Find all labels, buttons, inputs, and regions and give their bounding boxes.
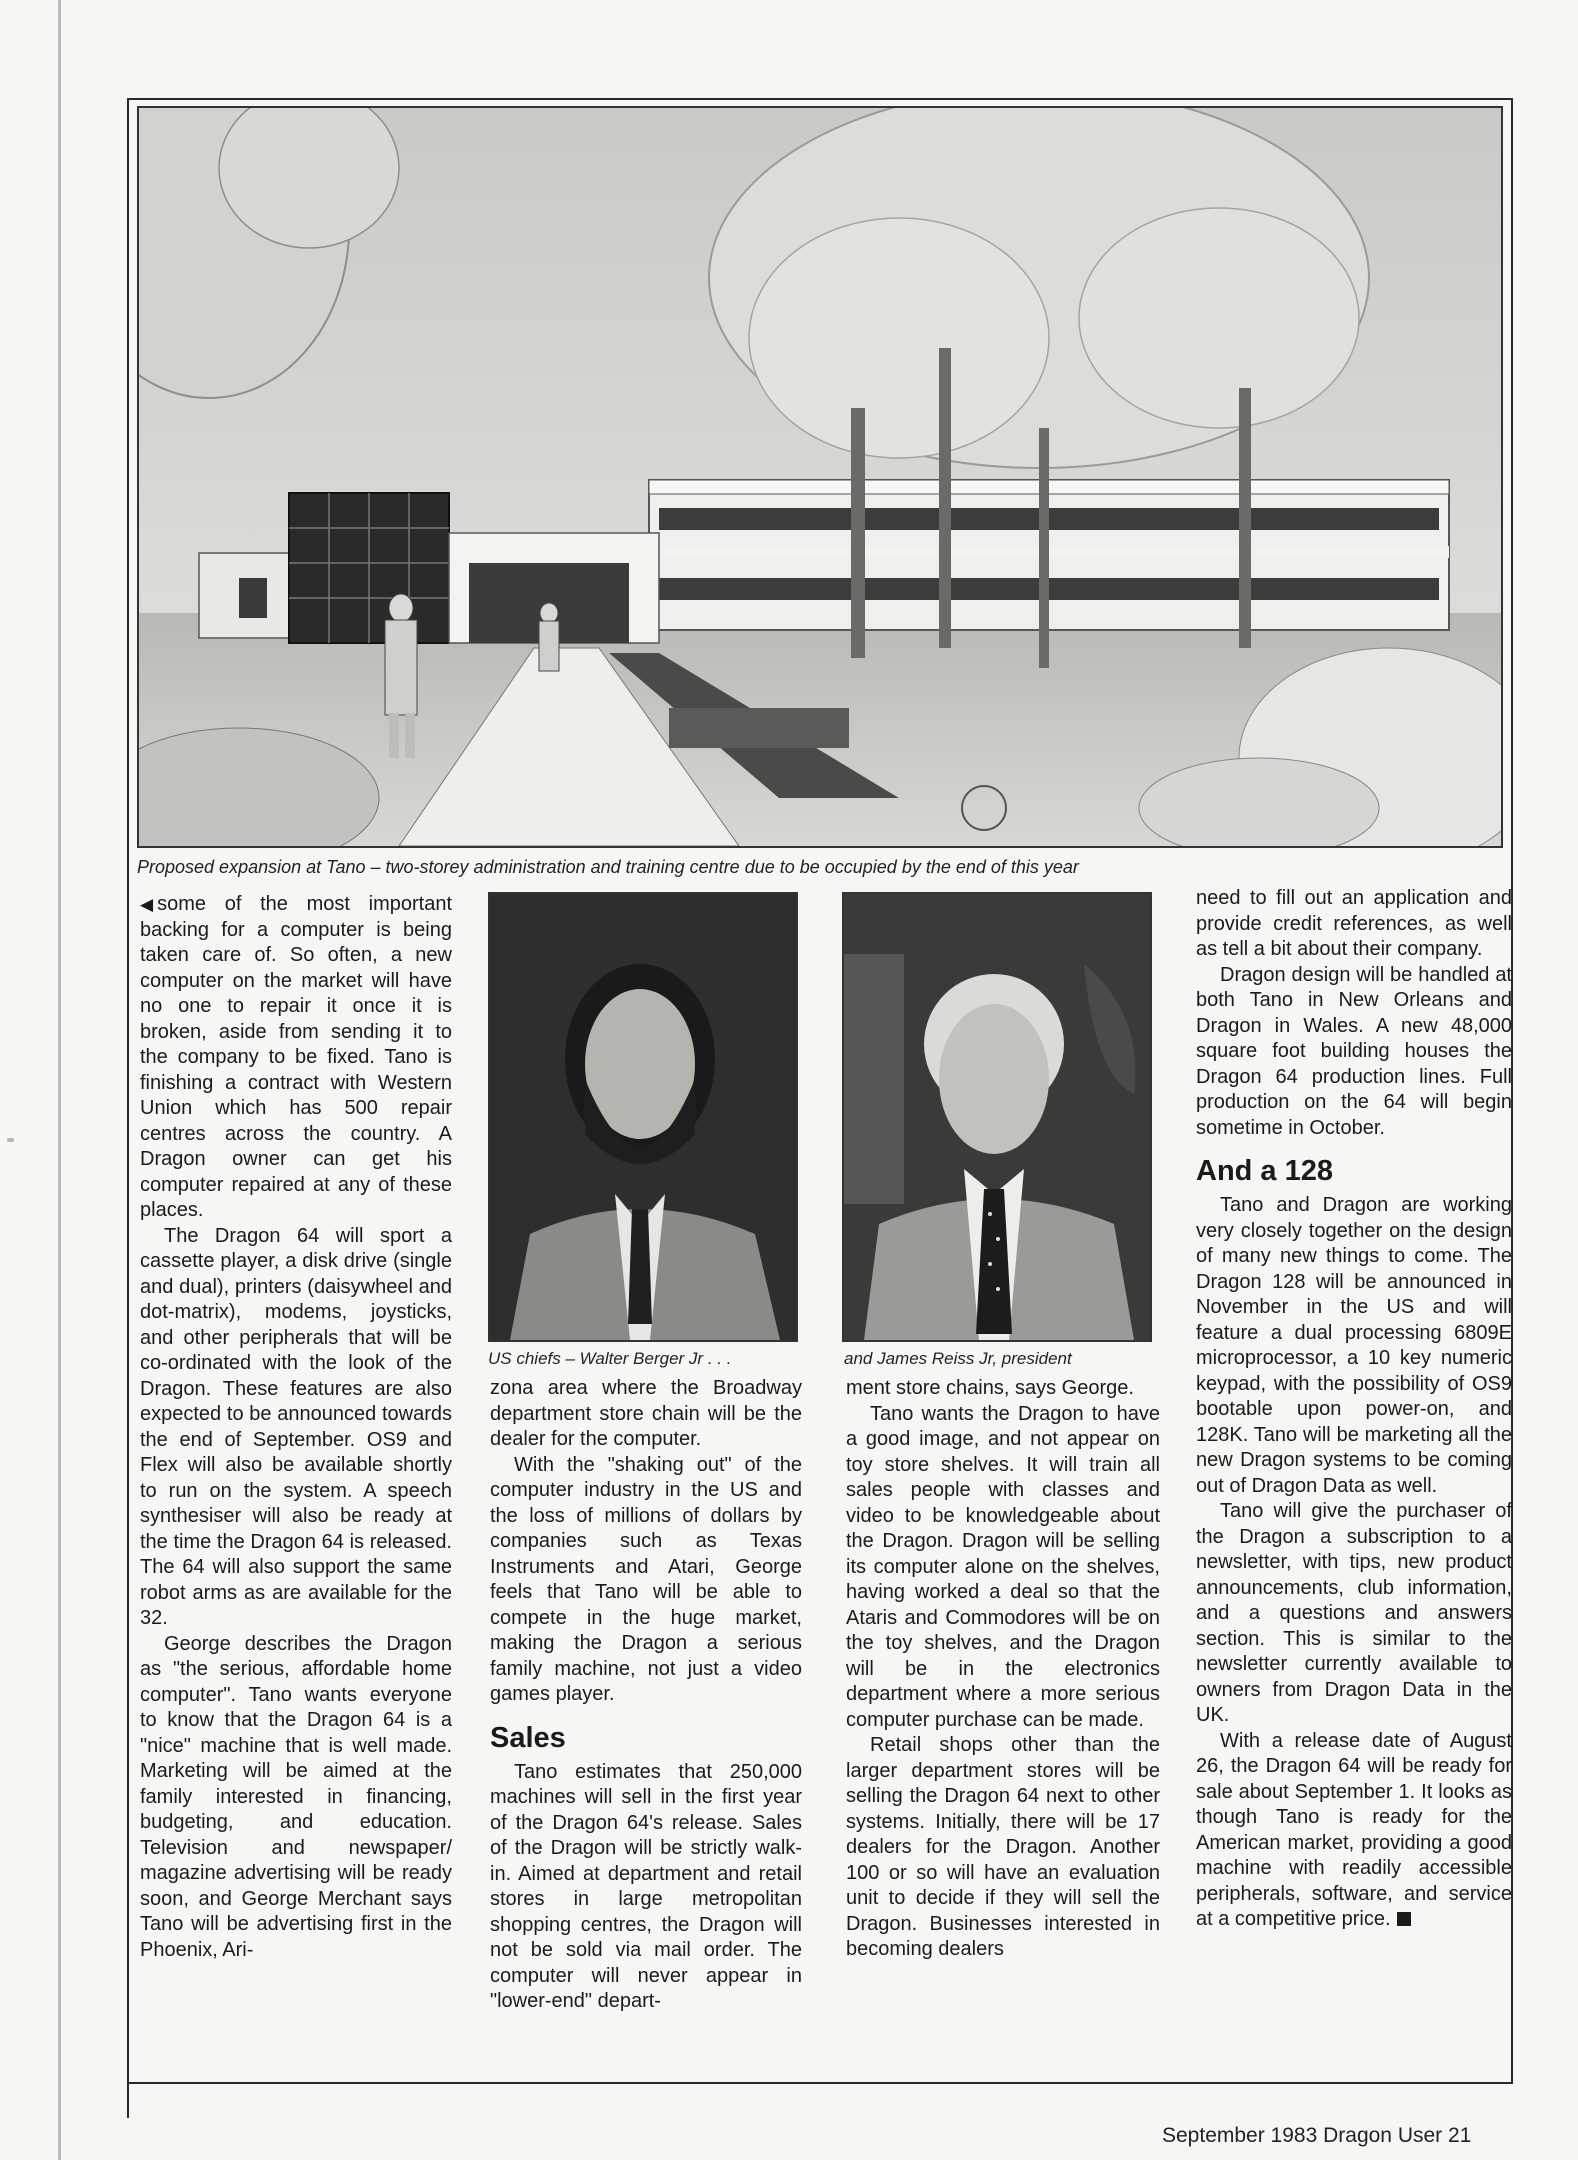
column-2 [490,1376,802,2015]
column-1 [140,892,452,1963]
sales-heading: Sales [490,1721,566,1754]
col2-paragraph-1: zona area where the Broadway department store chain will be the dealer for the computer. [490,1377,802,1450]
col2-paragraph-2: With the "shaking out" of the computer industry in the US and the loss of millions of dollars by companies such as Texas Instruments and Atari, George feels that Tano will be able to compete in the huge market, making the Dragon a serious family machine, not just a video games player. [490,1453,802,1705]
col4-paragraph-4: Tano will give the purchaser of the Dragon a subscription to a newsletter, with tips, new product announcements, club information, and a questions and answers section. This is similar to the newsletter currently available to owners from Dragon Data in the UK. [1196,1500,1512,1726]
column-4 [1196,886,1512,1933]
col4-paragraph-2: Dragon design will be handled at both Tano in New Orleans and Dragon in Wales. A new 48,000 square foot building houses the Dragon 64 production lines. Full production on the 64 will begin sometime in October. [1196,963,1512,1139]
column-3 [846,1376,1160,1963]
page-footer: September 1983 Dragon User 21 [1162,2124,1472,2147]
col1-paragraph-2: The Dragon 64 will sport a cassette player, a disk drive (single and dual), printers (daisywheel and dot-matrix), modems, joysticks, and other peripherals that will be co-ordinated with the look of the Dragon. These features are also expected to be announced towards the end of September. OS9 and Flex will also be available shortly to run on the system. A speech synthesiser will also be ready at the time the Dragon 64 is released. The 64 will also support the same robot arms as are available for the 32. [140,1224,452,1629]
building-illustration [137,106,1503,848]
col4-paragraph-3: Tano and Dragon are working very closely together on the design of many new things to come. The Dragon 128 will be announced in November in the US and will feature a dual processing 6809E microprocessor, a 10 key numeric keypad, with the possibility of OS9 bootable upon power-on, and 128K. Tano will be marketing all the new Dragon systems to be coming out of Dragon Data as well. [1196,1194,1512,1497]
page-fold-line [58,0,61,2160]
col3-paragraph-1: ment store chains, says George. [846,1377,1134,1399]
col3-paragraph-3: Retail shops other than the larger department stores will be selling the Dragon 64 next to other systems. Initially, there will be 17 dealers for the Dragon. Another 100 or so will have an evaluation unit to decide if they will sell the Dragon. Businesses interested in becoming dealers [846,1734,1160,1960]
portrait-james-reiss [842,892,1152,1342]
and-a-128-heading: And a 128 [1196,1155,1333,1187]
col4-paragraph-5: With a release date of August 26, the Dragon 64 will be ready for sale about September 1. It looks as though Tano is ready for the American market, providing a good machine with readily accessible peripherals, software, and service at a competitive price. [1196,1729,1512,1930]
page-speck [7,1138,14,1142]
portrait1-caption: US chiefs – Walter Berger Jr . . . [488,1349,732,1368]
left-triangle-icon: ◀ [140,895,154,914]
end-square-icon [1397,1912,1411,1926]
frame-tail-line [127,2084,129,2118]
portrait2-caption: and James Reiss Jr, president [844,1349,1072,1368]
portrait-walter-berger [488,892,798,1342]
col2-paragraph-3: Tano estimates that 250,000 machines will sell in the first year of the Dragon 64's release. Sales of the Dragon will be strictly walk-in. Aimed at department and retail stores in large metropolitan shopping centres, the Dragon will not be sold via mail order. The computer will never appear in "lower-end" depart- [490,1760,802,2012]
col3-paragraph-2: Tano wants the Dragon to have a good image, and not appear on toy store shelves. It will train all sales people with classes and video to be knowledgeable about the Dragon. Dragon will be selling its computer alone on the shelves, having worked a deal so that the Ataris and Commodores will be on the toy shelves, and the Dragon will be in the electronics department where a more serious computer purchase can be made. [846,1402,1160,1731]
col4-paragraph-1: need to fill out an application and provide credit references, as well as tell a bit about their company. [1196,887,1512,960]
main-image-caption: Proposed expansion at Tano – two-storey administration and training centre due to be occupied by the end of this year [137,857,1079,877]
col1-paragraph-1: ◀ some of the most important backing for a computer is being taken care of. So often, a new computer on the market will have no one to repair it once it is broken, aside from sending it to the company to be fixed. Tano is finishing a contract with Western Union which has 500 repair centres across the country. A Dragon owner can get his computer repaired at any of these places. [140,893,452,1221]
col1-paragraph-3: George describes the Dragon as "the serious, affordable home computer". Tano wants everyone to know that the Dragon 64 is a "nice" machine that is well made. Marketing will be aimed at the family interested in financing, budgeting, and education. Television and newspaper/ magazine advertising will be ready soon, and George Merchant says Tano will be advertising first in the Phoenix, Ari- [140,1632,452,1961]
